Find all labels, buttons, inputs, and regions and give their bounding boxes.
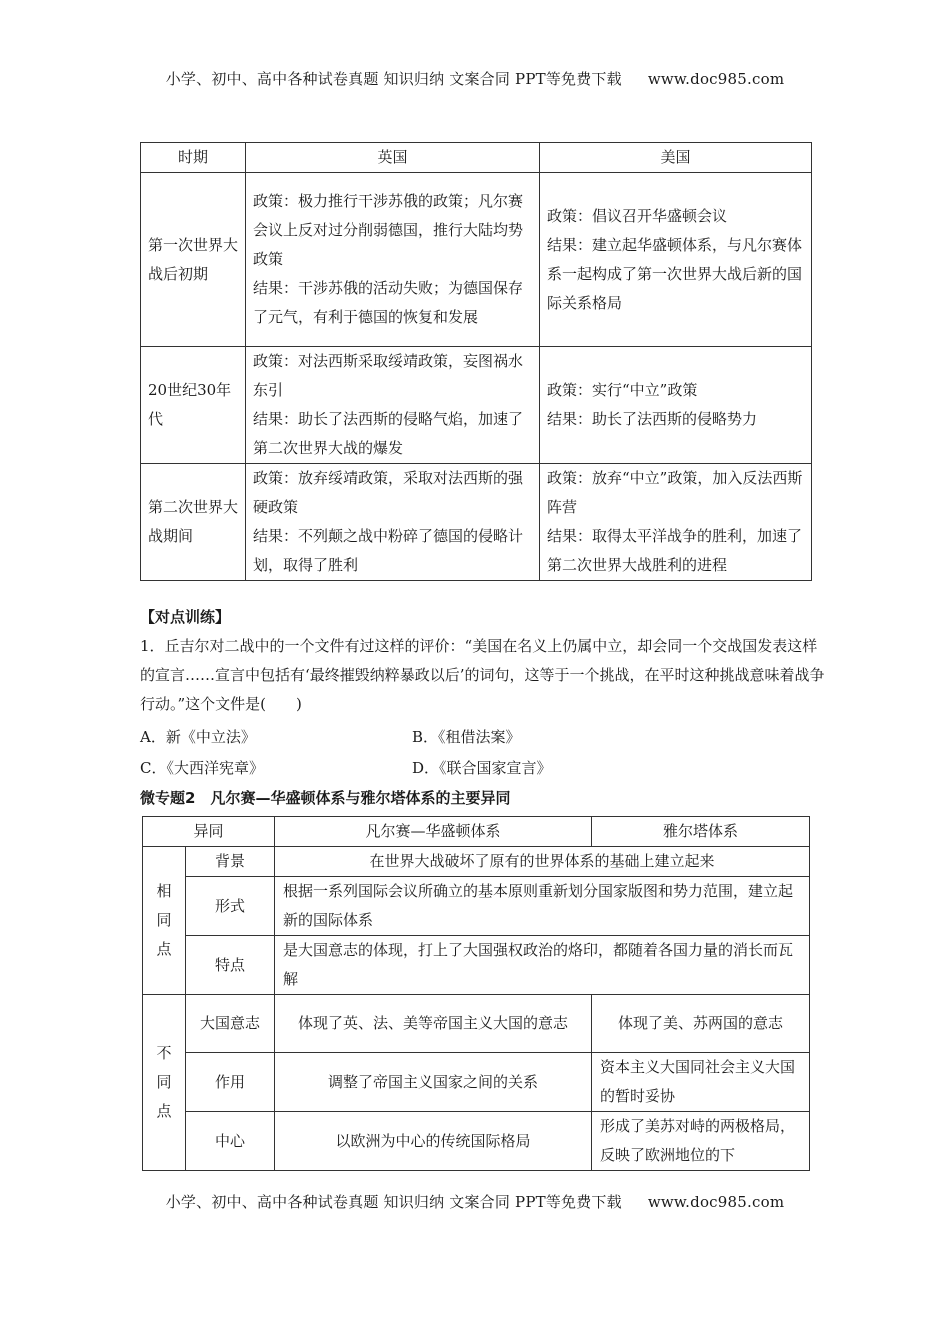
uk-cell bbox=[246, 347, 540, 464]
period-cell: 第一次世界大战后初期 bbox=[141, 173, 246, 347]
header-text: 小学、初中、高中各种试卷真题 知识归纳 文案合同 PPT等免费下载 bbox=[165, 70, 622, 88]
header-same-diff: 异同 bbox=[143, 817, 275, 847]
table-row bbox=[143, 1053, 810, 1112]
header-uk: 英国 bbox=[246, 143, 540, 173]
period-cell: 第二次世界大战期间 bbox=[141, 464, 246, 581]
row-label-feature: 特点 bbox=[186, 936, 275, 995]
option-a[interactable]: A．新《中立法》 bbox=[140, 728, 256, 746]
diff-points-text: 不同点 bbox=[156, 1044, 172, 1120]
form-text: 根据一系列国际会议所确立的基本原则重新划分国家版图和势力范围，建立起新的国际体系 bbox=[275, 877, 810, 936]
us-policy: 政策：实行“中立”政策 bbox=[547, 381, 698, 399]
table-row bbox=[143, 995, 810, 1053]
center-vw: 以欧洲为中心的传统国际格局 bbox=[275, 1112, 592, 1171]
table-row bbox=[143, 847, 810, 877]
header-versailles-washington: 凡尔赛—华盛顿体系 bbox=[275, 817, 592, 847]
option-b[interactable]: B．《租借法案》 bbox=[412, 728, 521, 746]
uk-result: 结果：干涉苏俄的活动失败；为德国保存了元气，有利于德国的恢复和发展 bbox=[253, 279, 524, 326]
us-result: 结果：建立起华盛顿体系，与凡尔赛体系一起构成了第一次世界大战后新的国际关系格局 bbox=[547, 235, 803, 312]
table-header-row bbox=[141, 143, 812, 173]
table-header-row bbox=[143, 817, 810, 847]
us-result: 结果：取得太平洋战争的胜利，加速了第二次世界大战胜利的进程 bbox=[547, 527, 803, 574]
header-yalta: 雅尔塔体系 bbox=[592, 817, 810, 847]
table-row bbox=[141, 173, 812, 347]
diff-points-label bbox=[143, 995, 186, 1171]
us-cell bbox=[540, 347, 812, 464]
same-points-text: 相同点 bbox=[156, 882, 172, 958]
uk-policy: 政策：对法西斯采取绥靖政策，妄图祸水东引 bbox=[253, 352, 524, 399]
us-cell bbox=[540, 464, 812, 581]
table-row bbox=[141, 347, 812, 464]
period-cell: 20世纪30年代 bbox=[141, 347, 246, 464]
role-yalta: 资本主义大国同社会主义大国的暂时妥协 bbox=[592, 1053, 810, 1112]
footer-text: 小学、初中、高中各种试卷真题 知识归纳 文案合同 PPT等免费下载 bbox=[165, 1193, 622, 1211]
uk-policy: 政策：放弃绥靖政策，采取对法西斯的强硬政策 bbox=[253, 469, 524, 516]
header-url[interactable]: www.doc985.com bbox=[647, 70, 785, 88]
same-points-label bbox=[143, 847, 186, 995]
footer-url[interactable]: www.doc985.com bbox=[647, 1193, 785, 1211]
feature-text: 是大国意志的体现，打上了大国强权政治的烙印，都随着各国力量的消长而瓦解 bbox=[275, 936, 810, 995]
row-label-form: 形式 bbox=[186, 877, 275, 936]
table-row bbox=[143, 936, 810, 995]
center-yalta: 形成了美苏对峙的两极格局，反映了欧洲地位的下 bbox=[592, 1112, 810, 1171]
uk-result: 结果：不列颠之战中粉碎了德国的侵略计划，取得了胜利 bbox=[253, 527, 524, 574]
header-period: 时期 bbox=[141, 143, 246, 173]
row-label-will: 大国意志 bbox=[186, 995, 275, 1053]
table-row bbox=[141, 464, 812, 581]
us-result: 结果：助长了法西斯的侵略势力 bbox=[547, 410, 758, 428]
option-c[interactable]: C．《大西洋宪章》 bbox=[140, 759, 264, 777]
us-policy: 政策：倡议召开华盛顿会议 bbox=[547, 206, 728, 225]
page-header bbox=[0, 68, 950, 89]
header-us: 美国 bbox=[540, 143, 812, 173]
will-vw: 体现了英、法、美等帝国主义大国的意志 bbox=[275, 995, 592, 1053]
us-policy: 政策：放弃“中立”政策，加入反法西斯阵营 bbox=[547, 469, 803, 516]
row-label-background: 背景 bbox=[186, 847, 275, 877]
uk-result: 结果：助长了法西斯的侵略气焰，加速了第二次世界大战的爆发 bbox=[253, 410, 524, 457]
uk-us-policy-table bbox=[140, 142, 812, 581]
question-text: 1．丘吉尔对二战中的一个文件有过这样的评价：“美国在名义上仍属中立，却会同一个交战国发表这样的宣言……宣言中包括有‘最终摧毁纳粹暴政以后’的词句，这等于一个挑战，在平时这种挑战意味着战争行动。”这个文件是( ) bbox=[140, 637, 825, 713]
background-text: 在世界大战破坏了原有的世界体系的基础上建立起来 bbox=[275, 847, 810, 877]
topic-title: 微专题2 凡尔赛—华盛顿体系与雅尔塔体系的主要异同 bbox=[140, 789, 511, 807]
page-footer bbox=[0, 1191, 950, 1212]
table-row bbox=[143, 877, 810, 936]
table-row bbox=[143, 1112, 810, 1171]
uk-cell bbox=[246, 464, 540, 581]
row-label-center: 中心 bbox=[186, 1112, 275, 1171]
practice-title: 【对点训练】 bbox=[140, 608, 231, 626]
uk-cell bbox=[246, 173, 540, 347]
row-label-role: 作用 bbox=[186, 1053, 275, 1112]
system-comparison-table bbox=[142, 816, 810, 1171]
role-vw: 调整了帝国主义国家之间的关系 bbox=[275, 1053, 592, 1112]
will-yalta: 体现了美、苏两国的意志 bbox=[592, 995, 810, 1053]
option-d[interactable]: D．《联合国家宣言》 bbox=[412, 759, 552, 777]
uk-policy: 政策：极力推行干涉苏俄的政策；凡尔赛会议上反对过分削弱德国，推行大陆均势政策 bbox=[253, 192, 524, 268]
us-cell bbox=[540, 173, 812, 347]
